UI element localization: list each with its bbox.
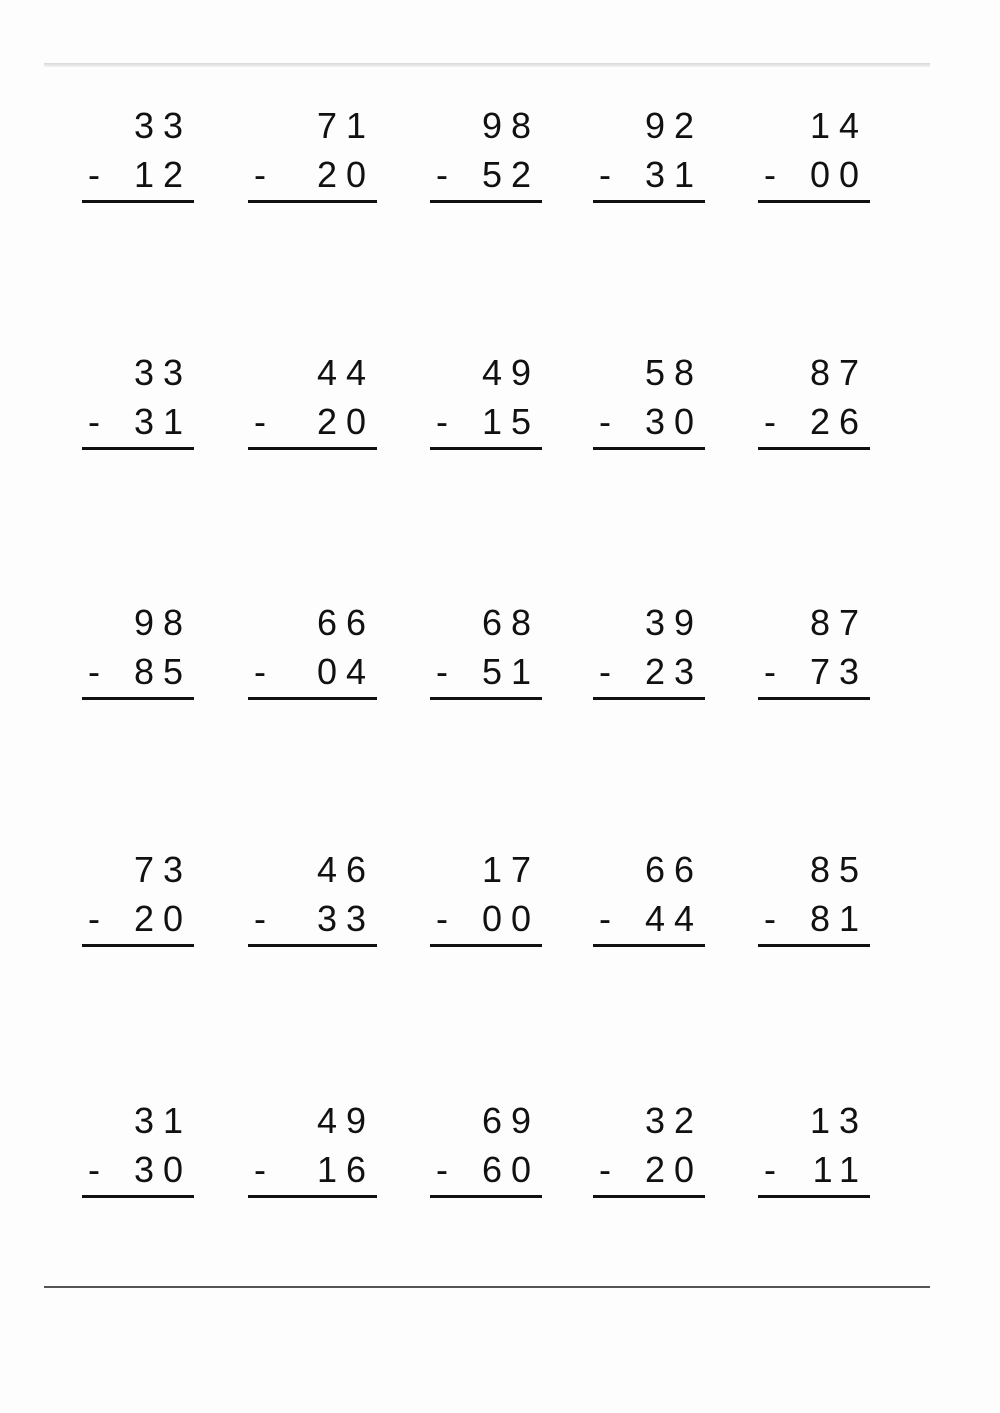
subtraction-problem — [593, 850, 705, 960]
answer-line — [758, 697, 870, 700]
subtrahend-line — [82, 899, 194, 939]
minuend: 44 — [316, 352, 375, 393]
subtraction-problem — [248, 850, 377, 960]
subtrahend-line — [248, 1150, 377, 1190]
subtraction-problem — [430, 1101, 542, 1211]
minus-sign: - — [764, 651, 776, 692]
minuend: 98 — [481, 105, 540, 146]
minuend: 49 — [316, 1100, 375, 1141]
subtraction-problem — [758, 353, 870, 463]
minus-sign: - — [88, 401, 100, 442]
subtrahend: 20 — [316, 154, 375, 195]
minuend: 85 — [809, 849, 868, 890]
subtrahend-line — [593, 1150, 705, 1190]
subtrahend-line — [593, 652, 705, 692]
subtrahend: 00 — [481, 898, 540, 939]
subtrahend-line — [248, 652, 377, 692]
answer-line — [593, 944, 705, 947]
minuend: 17 — [481, 849, 540, 890]
subtrahend-line — [430, 1150, 542, 1190]
answer-line — [248, 944, 377, 947]
subtrahend: 00 — [809, 154, 868, 195]
answer-line — [758, 944, 870, 947]
subtrahend-line — [430, 652, 542, 692]
subtrahend: 31 — [644, 154, 703, 195]
subtrahend-line — [430, 155, 542, 195]
minuend: 14 — [809, 105, 868, 146]
minuend: 66 — [316, 602, 375, 643]
subtrahend-line — [82, 155, 194, 195]
subtrahend: 11 — [812, 1149, 868, 1190]
subtraction-problem — [430, 603, 542, 713]
minus-sign: - — [764, 154, 776, 195]
subtraction-problem — [758, 850, 870, 960]
subtrahend: 30 — [644, 401, 703, 442]
subtraction-problem — [593, 353, 705, 463]
subtrahend: 73 — [809, 651, 868, 692]
answer-line — [758, 1195, 870, 1198]
minuend: 68 — [481, 602, 540, 643]
page-top-edge — [44, 63, 930, 67]
minus-sign: - — [254, 154, 266, 195]
subtrahend-line — [593, 155, 705, 195]
subtrahend: 23 — [644, 651, 703, 692]
subtrahend: 12 — [133, 154, 192, 195]
subtrahend: 26 — [809, 401, 868, 442]
subtrahend: 33 — [316, 898, 375, 939]
subtraction-problem — [430, 353, 542, 463]
subtraction-problem — [593, 603, 705, 713]
minus-sign: - — [599, 651, 611, 692]
answer-line — [593, 697, 705, 700]
subtrahend-line — [758, 155, 870, 195]
minuend: 98 — [133, 602, 192, 643]
minuend: 92 — [644, 105, 703, 146]
minus-sign: - — [764, 1149, 776, 1190]
minus-sign: - — [599, 898, 611, 939]
minuend: 31 — [133, 1100, 192, 1141]
subtraction-problem — [248, 106, 377, 216]
subtrahend: 44 — [644, 898, 703, 939]
minuend: 39 — [644, 602, 703, 643]
subtraction-problem — [248, 1101, 377, 1211]
subtrahend: 51 — [481, 651, 540, 692]
minus-sign: - — [254, 651, 266, 692]
minus-sign: - — [88, 154, 100, 195]
minuend: 32 — [644, 1100, 703, 1141]
minus-sign: - — [436, 154, 448, 195]
minus-sign: - — [254, 898, 266, 939]
minus-sign: - — [88, 898, 100, 939]
bottom-divider — [44, 1286, 930, 1288]
answer-line — [430, 447, 542, 450]
minuend: 87 — [809, 602, 868, 643]
minuend: 13 — [809, 1100, 868, 1141]
subtrahend: 16 — [316, 1149, 375, 1190]
answer-line — [430, 200, 542, 203]
minus-sign: - — [88, 651, 100, 692]
answer-line — [82, 1195, 194, 1198]
minus-sign: - — [88, 1149, 100, 1190]
minuend: 46 — [316, 849, 375, 890]
minus-sign: - — [254, 401, 266, 442]
subtrahend-line — [758, 899, 870, 939]
subtrahend: 20 — [644, 1149, 703, 1190]
subtraction-problem — [430, 106, 542, 216]
minuend: 33 — [133, 105, 192, 146]
subtrahend-line — [82, 1150, 194, 1190]
answer-line — [430, 1195, 542, 1198]
subtrahend-line — [430, 899, 542, 939]
subtraction-problem — [593, 1101, 705, 1211]
minus-sign: - — [254, 1149, 266, 1190]
subtrahend-line — [758, 1150, 870, 1190]
subtrahend-line — [430, 402, 542, 442]
subtrahend: 04 — [316, 651, 375, 692]
minus-sign: - — [436, 651, 448, 692]
subtrahend: 85 — [133, 651, 192, 692]
answer-line — [593, 447, 705, 450]
minuend: 66 — [644, 849, 703, 890]
answer-line — [248, 200, 377, 203]
subtraction-problem — [82, 603, 194, 713]
subtraction-problem — [82, 106, 194, 216]
subtrahend: 81 — [809, 898, 868, 939]
subtrahend-line — [82, 652, 194, 692]
answer-line — [593, 200, 705, 203]
answer-line — [82, 447, 194, 450]
answer-line — [430, 697, 542, 700]
answer-line — [82, 697, 194, 700]
minus-sign: - — [436, 898, 448, 939]
answer-line — [248, 1195, 377, 1198]
minus-sign: - — [599, 154, 611, 195]
subtrahend: 52 — [481, 154, 540, 195]
minuend: 71 — [316, 105, 375, 146]
subtrahend: 20 — [133, 898, 192, 939]
minus-sign: - — [599, 1149, 611, 1190]
subtraction-problem — [593, 106, 705, 216]
minus-sign: - — [764, 898, 776, 939]
answer-line — [758, 447, 870, 450]
subtraction-problem — [758, 1101, 870, 1211]
subtraction-problem — [248, 353, 377, 463]
answer-line — [82, 944, 194, 947]
subtrahend: 20 — [316, 401, 375, 442]
minuend: 58 — [644, 352, 703, 393]
subtrahend: 60 — [481, 1149, 540, 1190]
minus-sign: - — [599, 401, 611, 442]
subtraction-problem — [82, 1101, 194, 1211]
subtrahend: 30 — [133, 1149, 192, 1190]
subtraction-problem — [758, 106, 870, 216]
minus-sign: - — [764, 401, 776, 442]
answer-line — [593, 1195, 705, 1198]
subtraction-problem — [758, 603, 870, 713]
subtraction-problem — [82, 850, 194, 960]
subtrahend-line — [593, 402, 705, 442]
answer-line — [248, 447, 377, 450]
minuend: 87 — [809, 352, 868, 393]
answer-line — [430, 944, 542, 947]
subtrahend-line — [758, 402, 870, 442]
subtrahend-line — [82, 402, 194, 442]
minuend: 49 — [481, 352, 540, 393]
answer-line — [82, 200, 194, 203]
subtraction-problem — [248, 603, 377, 713]
subtrahend-line — [758, 652, 870, 692]
subtrahend-line — [593, 899, 705, 939]
minuend: 73 — [133, 849, 192, 890]
subtrahend: 15 — [481, 401, 540, 442]
minus-sign: - — [436, 401, 448, 442]
subtrahend: 31 — [133, 401, 192, 442]
subtrahend-line — [248, 899, 377, 939]
subtrahend-line — [248, 155, 377, 195]
subtrahend-line — [248, 402, 377, 442]
minuend: 69 — [481, 1100, 540, 1141]
subtraction-problem — [430, 850, 542, 960]
minuend: 33 — [133, 352, 192, 393]
minus-sign: - — [436, 1149, 448, 1190]
answer-line — [758, 200, 870, 203]
subtraction-problem — [82, 353, 194, 463]
answer-line — [248, 697, 377, 700]
